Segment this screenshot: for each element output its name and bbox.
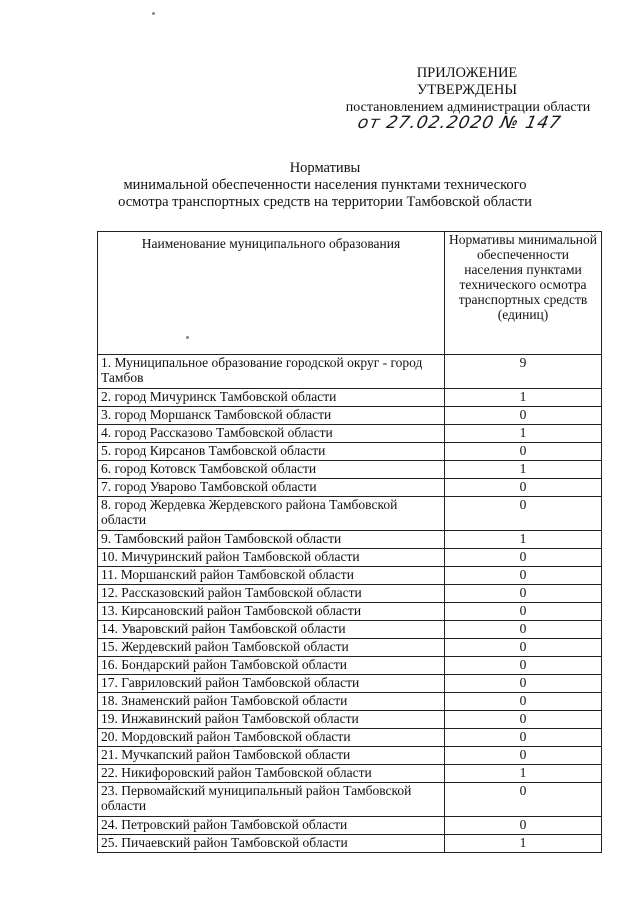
table-row	[98, 425, 602, 443]
norm-value: 0	[445, 675, 602, 693]
table-row	[98, 585, 602, 603]
scan-speck	[152, 12, 155, 15]
norm-value: 0	[445, 783, 602, 817]
norm-value: 0	[445, 585, 602, 603]
norm-value: 0	[445, 497, 602, 531]
norm-value: 1	[445, 389, 602, 407]
municipality-name: 19. Инжавинский район Тамбовской области	[98, 711, 445, 729]
handwritten-date-number: от 27.02.2020 № 147	[355, 113, 564, 133]
norm-value: 0	[445, 711, 602, 729]
municipality-name: 13. Кирсановский район Тамбовской области	[98, 603, 445, 621]
table-row	[98, 783, 602, 817]
norm-value: 1	[445, 765, 602, 783]
document-title	[90, 160, 560, 211]
municipality-name: 10. Мичуринский район Тамбовской области	[98, 549, 445, 567]
table-row	[98, 747, 602, 765]
norm-value: 1	[445, 835, 602, 853]
norm-value: 1	[445, 461, 602, 479]
scan-speck	[186, 336, 189, 339]
table-row	[98, 693, 602, 711]
appendix-label: ПРИЛОЖЕНИЕ	[416, 65, 518, 81]
municipality-name: 24. Петровский район Тамбовской области	[98, 817, 445, 835]
norm-value: 0	[445, 693, 602, 711]
norms-table	[97, 231, 602, 853]
municipality-name: 7. город Уварово Тамбовской области	[98, 479, 445, 497]
municipality-name: 5. город Кирсанов Тамбовской области	[98, 443, 445, 461]
table-row	[98, 621, 602, 639]
municipality-name: 9. Тамбовский район Тамбовской области	[98, 531, 445, 549]
table-row	[98, 497, 602, 531]
title-line-1: Нормативы	[289, 160, 361, 176]
table-row	[98, 835, 602, 853]
norm-value: 0	[445, 443, 602, 461]
table-row	[98, 479, 602, 497]
norm-value: 0	[445, 657, 602, 675]
municipality-name: 16. Бондарский район Тамбовской области	[98, 657, 445, 675]
norm-value: 0	[445, 407, 602, 425]
table-row	[98, 639, 602, 657]
table-row	[98, 567, 602, 585]
municipality-name: 18. Знаменский район Тамбовской области	[98, 693, 445, 711]
norm-value: 0	[445, 567, 602, 585]
title-line-3: осмотра транспортных средств на территории Тамбовской области	[118, 194, 532, 210]
municipality-name: 21. Мучкапский район Тамбовской области	[98, 747, 445, 765]
table-row	[98, 549, 602, 567]
table-row	[98, 461, 602, 479]
resolution-label: постановлением администрации области	[345, 100, 591, 115]
norm-value: 0	[445, 729, 602, 747]
norm-value: 9	[445, 355, 602, 389]
municipality-name: 1. Муниципальное образование городской округ - город Тамбов	[98, 355, 445, 389]
municipality-name: 20. Мордовский район Тамбовской области	[98, 729, 445, 747]
norm-value: 0	[445, 747, 602, 765]
norm-value: 1	[445, 531, 602, 549]
municipality-name: 15. Жердевский район Тамбовской области	[98, 639, 445, 657]
norm-value: 0	[445, 621, 602, 639]
table-row	[98, 603, 602, 621]
column-header-municipality: Наименование муниципального образования	[98, 232, 445, 355]
table-row	[98, 729, 602, 747]
table-row	[98, 711, 602, 729]
municipality-name: 11. Моршанский район Тамбовской области	[98, 567, 445, 585]
norm-value: 1	[445, 425, 602, 443]
table-row	[98, 531, 602, 549]
municipality-name: 17. Гавриловский район Тамбовской области	[98, 675, 445, 693]
municipality-name: 25. Пичаевский район Тамбовской области	[98, 835, 445, 853]
municipality-name: 2. город Мичуринск Тамбовской области	[98, 389, 445, 407]
table-row	[98, 389, 602, 407]
norm-value: 0	[445, 603, 602, 621]
table-row	[98, 355, 602, 389]
table-row	[98, 657, 602, 675]
title-line-2: минимальной обеспеченности населения пунктами технического	[123, 177, 527, 193]
column-header-norms: Нормативы минимальной обеспеченности населения пунктами технического осмотра транспортных средств (единиц)	[445, 232, 602, 355]
municipality-name: 4. город Рассказово Тамбовской области	[98, 425, 445, 443]
municipality-name: 12. Рассказовский район Тамбовской области	[98, 585, 445, 603]
municipality-name: 8. город Жердевка Жердевского района Тамбовской области	[98, 497, 445, 531]
norm-value: 0	[445, 479, 602, 497]
table-row	[98, 443, 602, 461]
municipality-name: 6. город Котовск Тамбовской области	[98, 461, 445, 479]
table-row	[98, 675, 602, 693]
approved-label: УТВЕРЖДЕНЫ	[416, 82, 518, 98]
municipality-name: 22. Никифоровский район Тамбовской области	[98, 765, 445, 783]
municipality-name: 14. Уваровский район Тамбовской области	[98, 621, 445, 639]
table-row	[98, 817, 602, 835]
table-row	[98, 765, 602, 783]
municipality-name: 23. Первомайский муниципальный район Тамбовской области	[98, 783, 445, 817]
norm-value: 0	[445, 639, 602, 657]
norm-value: 0	[445, 817, 602, 835]
municipality-name: 3. город Моршанск Тамбовской области	[98, 407, 445, 425]
norm-value: 0	[445, 549, 602, 567]
table-row	[98, 407, 602, 425]
